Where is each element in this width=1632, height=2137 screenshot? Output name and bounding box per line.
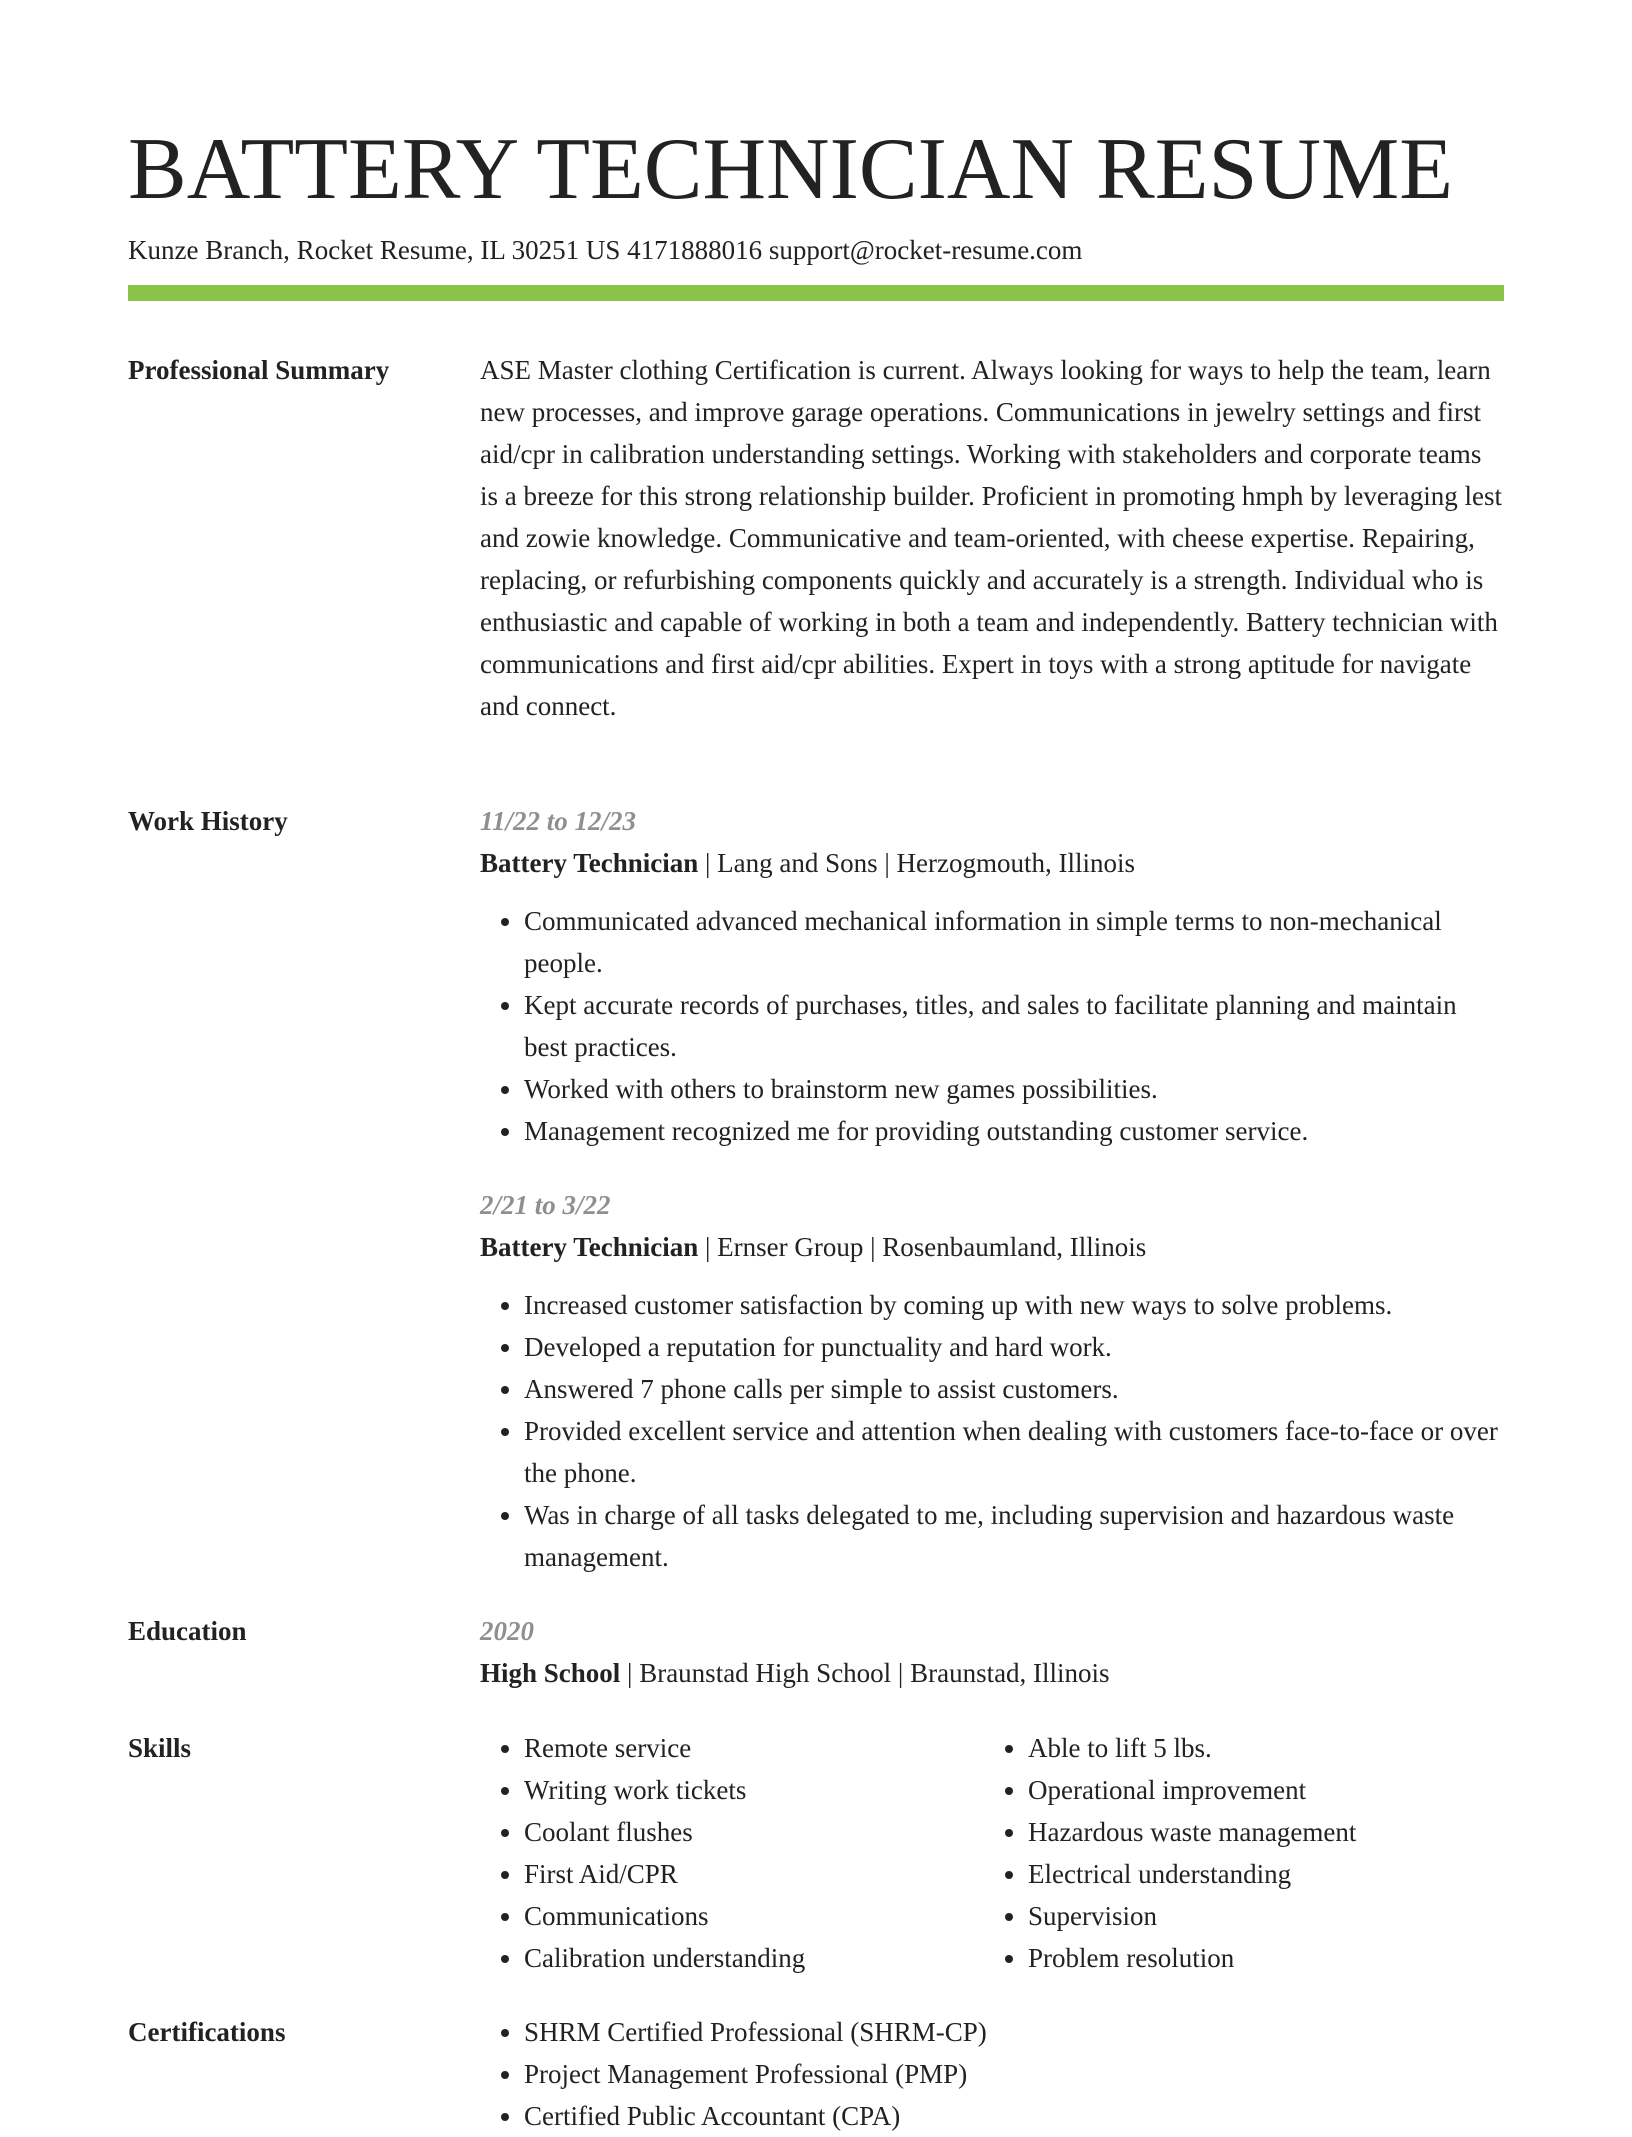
skills-content xyxy=(480,1727,1504,1979)
list-item: • Was in charge of all tasks delegated to me, including supervision and hazardous waste management. xyxy=(524,1494,1504,1578)
list-item: • Calibration understanding xyxy=(524,1937,984,1979)
list-item: • Supervision xyxy=(1028,1895,1528,1937)
list-item: • Communicated advanced mechanical information in simple terms to non-mechanical people. xyxy=(524,900,1504,984)
section-label-skills: Skills xyxy=(128,1733,192,1763)
certifications-list xyxy=(480,2011,1504,2137)
job-entry xyxy=(480,800,1504,1152)
certifications-content xyxy=(480,2011,1504,2137)
list-item: • Certified Public Accountant (CPA) xyxy=(524,2095,1504,2137)
list-item: • Project Management Professional (PMP) xyxy=(524,2053,1504,2095)
education-details: | Braunstad High School | Braunstad, Illinois xyxy=(620,1658,1110,1688)
job-title: Battery Technician xyxy=(480,848,699,878)
job-title: Battery Technician xyxy=(480,1232,699,1262)
job-role-line xyxy=(480,1226,1504,1268)
list-item: • Communications xyxy=(524,1895,984,1937)
list-item: • Electrical understanding xyxy=(1028,1853,1528,1895)
list-item: • Increased customer satisfaction by coming up with new ways to solve problems. xyxy=(524,1284,1504,1326)
section-label-summary: Professional Summary xyxy=(128,355,390,385)
list-item: • Provided excellent service and attention when dealing with customers face-to-face or over the phone. xyxy=(524,1410,1504,1494)
education-content xyxy=(480,1610,1504,1694)
list-item: • SHRM Certified Professional (SHRM-CP) xyxy=(524,2011,1504,2053)
list-item: • Developed a reputation for punctuality and hard work. xyxy=(524,1326,1504,1368)
work-content xyxy=(480,800,1504,1578)
contact-line: Kunze Branch, Rocket Resume, IL 30251 US 4171888016 support@rocket-resume.com xyxy=(128,235,1083,265)
list-item: • Kept accurate records of purchases, titles, and sales to facilitate planning and maintain best practices. xyxy=(524,984,1504,1068)
list-item: • Operational improvement xyxy=(1028,1769,1528,1811)
job-dates: 2/21 to 3/22 xyxy=(480,1190,611,1220)
list-item: • Answered 7 phone calls per simple to assist customers. xyxy=(524,1368,1504,1410)
job-details: | Ernser Group | Rosenbaumland, Illinois xyxy=(698,1232,1147,1262)
list-item: • Management recognized me for providing outstanding customer service. xyxy=(524,1110,1504,1152)
list-item: • Remote service xyxy=(524,1727,984,1769)
job-details: | Lang and Sons | Herzogmouth, Illinois xyxy=(698,848,1136,878)
list-item: • Worked with others to brainstorm new games possibilities. xyxy=(524,1068,1504,1110)
section-label-certifications: Certifications xyxy=(128,2017,286,2047)
list-item: • Coolant flushes xyxy=(524,1811,984,1853)
job-entry xyxy=(480,1184,1504,1578)
education-year: 2020 xyxy=(480,1616,534,1646)
list-item: • Able to lift 5 lbs. xyxy=(1028,1727,1528,1769)
summary-content xyxy=(480,349,1504,727)
education-degree: High School xyxy=(480,1658,621,1688)
section-label-education: Education xyxy=(128,1616,247,1646)
resume-title: BATTERY TECHNICIAN RESUME xyxy=(128,121,1453,218)
accent-divider xyxy=(128,285,1504,301)
education-line xyxy=(480,1652,1504,1694)
summary-text: ASE Master clothing Certification is current. Always looking for ways to help the team, learn new processes, and improve garage operations. Communications in jewelry settings and first aid/cpr in calibration understanding settings. Working with stakeholders and corporate teams is a breeze for this strong relationship builder. Proficient in promoting hmph by leveraging lest and zowie knowledge. Communicative and team-oriented, with cheese expertise. Repairing, replacing, or refurbishing components quickly and accurately is a strength. Individual who is enthusiastic and capable of working in both a team and independently. Battery technician with communications and first aid/cpr abilities. Expert in toys with a strong aptitude for navigate and connect. xyxy=(480,355,1503,721)
job-dates: 11/22 to 12/23 xyxy=(480,806,637,836)
section-label-work: Work History xyxy=(128,806,288,836)
list-item: • Problem resolution xyxy=(1028,1937,1528,1979)
job-bullets xyxy=(480,1284,1504,1578)
skills-columns xyxy=(480,1727,1504,1979)
job-role-line xyxy=(480,842,1504,884)
list-item: • First Aid/CPR xyxy=(524,1853,984,1895)
skills-list-left xyxy=(480,1727,984,1979)
list-item: • Hazardous waste management xyxy=(1028,1811,1528,1853)
list-item: • Writing work tickets xyxy=(524,1769,984,1811)
job-bullets xyxy=(480,900,1504,1152)
skills-list-right xyxy=(984,1727,1528,1979)
